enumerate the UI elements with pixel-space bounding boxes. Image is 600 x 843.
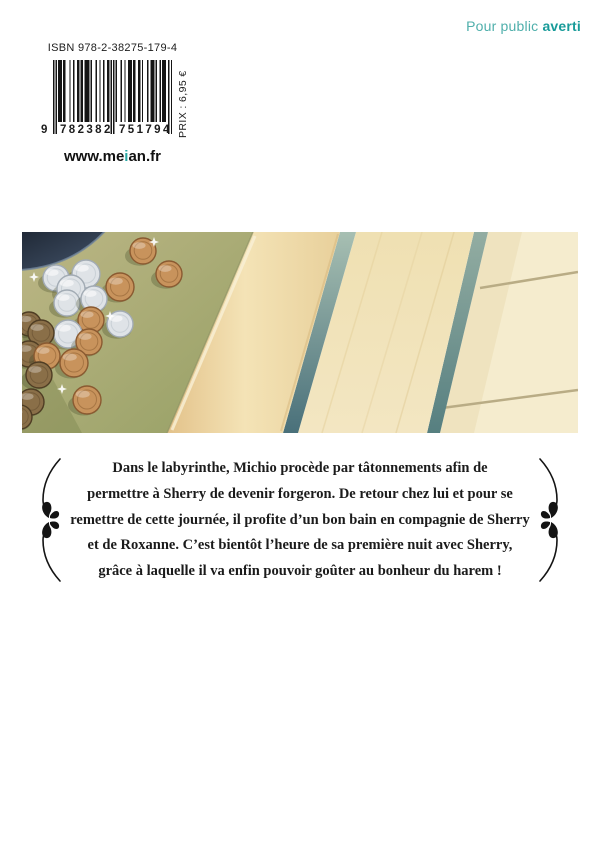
ornament-left-icon [36,456,62,584]
price-label: PRIX : 6,95 € [177,70,189,138]
blurb-text [60,456,540,585]
blurb-panel [30,450,570,590]
website-post: an.fr [128,148,161,165]
audience-note [466,18,581,34]
barcode-digit-group: 9 [41,124,48,136]
blurb-line: Dans le labyrinthe, Michio procède par tâtonnements afin de [112,460,488,476]
cover-illustration [22,232,578,433]
audience-prefix: Pour public [466,18,543,34]
barcode-block [41,42,254,174]
website-accent: i [124,148,129,165]
isbn-label: ISBN 978-2-38275-179-4 [47,42,178,54]
ornament-right-icon [538,456,564,584]
barcode-digits [41,124,172,138]
blurb-line: et de Roxanne. C’est bientôt l’heure de sa première nuit avec Sherry, [87,537,513,554]
cover-illustration-svg [22,232,578,433]
barcode-digit-group: 782382 [60,124,113,136]
barcode-digit-group: 751794 [119,124,172,136]
blurb-line: grâce à laquelle il va enfin pouvoir goûter au bonheur du harem ! [98,563,502,580]
website-pre: www.me [64,148,125,165]
blurb-line: permettre à Sherry de devenir forgeron. De retour chez lui et pour se [87,485,513,502]
audience-bold: averti [542,18,581,34]
blurb-line: remettre de cette journée, il profite d’un bon bain en compagnie de Sherry [70,511,530,528]
website-url [44,148,181,165]
mosaic-pattern [0,610,600,843]
